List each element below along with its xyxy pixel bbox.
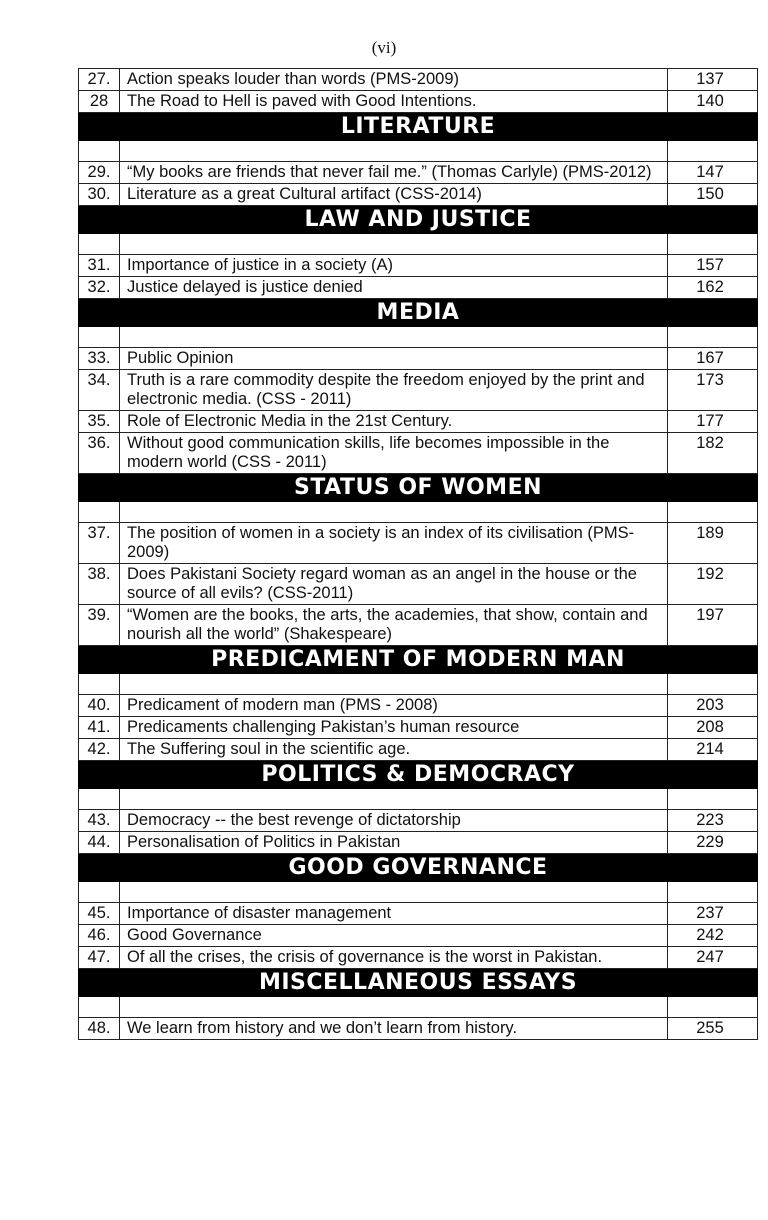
entry-title: Role of Electronic Media in the 21st Century.: [120, 411, 668, 433]
spacer-row: [79, 234, 758, 255]
entry-title: The Suffering soul in the scientific age.: [120, 739, 668, 761]
spacer-cell: [120, 234, 668, 255]
toc-entry-row: [79, 925, 758, 947]
entry-number: 43.: [79, 810, 120, 832]
section-heading: POLITICS & DEMOCRACY: [79, 761, 758, 789]
entry-page: 173: [668, 370, 758, 411]
entry-number: 36.: [79, 433, 120, 474]
entry-page: 192: [668, 564, 758, 605]
entry-number: 29.: [79, 162, 120, 184]
entry-title: Action speaks louder than words (PMS-2009): [120, 69, 668, 91]
entry-number: 48.: [79, 1018, 120, 1040]
entry-number: 27.: [79, 69, 120, 91]
spacer-cell: [79, 789, 120, 810]
entry-page: 150: [668, 184, 758, 206]
entry-number: 45.: [79, 903, 120, 925]
section-heading: GOOD GOVERNANCE: [79, 854, 758, 882]
toc-entry-row: [79, 810, 758, 832]
entry-title: The Road to Hell is paved with Good Intentions.: [120, 91, 668, 113]
entry-number: 44.: [79, 832, 120, 854]
entry-title: Public Opinion: [120, 348, 668, 370]
spacer-cell: [79, 502, 120, 523]
entry-page: 182: [668, 433, 758, 474]
entry-number: 42.: [79, 739, 120, 761]
entry-page: 162: [668, 277, 758, 299]
entry-title: “Women are the books, the arts, the academies, that show, contain and nourish all the world” (Shakespeare): [120, 605, 668, 646]
entry-page: 255: [668, 1018, 758, 1040]
entry-number: 35.: [79, 411, 120, 433]
toc-entry-row: [79, 184, 758, 206]
spacer-cell: [668, 789, 758, 810]
spacer-cell: [79, 327, 120, 348]
entry-number: 33.: [79, 348, 120, 370]
spacer-row: [79, 141, 758, 162]
entry-number: 47.: [79, 947, 120, 969]
entry-page: 247: [668, 947, 758, 969]
entry-title: Justice delayed is justice denied: [120, 277, 668, 299]
section-heading-row: [79, 474, 758, 502]
toc-entry-row: [79, 411, 758, 433]
toc-entry-row: [79, 523, 758, 564]
entry-title: Does Pakistani Society regard woman as an angel in the house or the source of all evils? (CSS-2011): [120, 564, 668, 605]
spacer-cell: [668, 327, 758, 348]
spacer-cell: [120, 674, 668, 695]
toc-entry-row: [79, 717, 758, 739]
entry-title: Of all the crises, the crisis of governance is the worst in Pakistan.: [120, 947, 668, 969]
entry-title: Democracy -- the best revenge of dictatorship: [120, 810, 668, 832]
spacer-cell: [668, 141, 758, 162]
section-heading-row: [79, 206, 758, 234]
entry-page: 223: [668, 810, 758, 832]
entry-number: 46.: [79, 925, 120, 947]
entry-page: 177: [668, 411, 758, 433]
spacer-cell: [79, 141, 120, 162]
spacer-row: [79, 327, 758, 348]
spacer-row: [79, 502, 758, 523]
entry-number: 39.: [79, 605, 120, 646]
section-heading: MEDIA: [79, 299, 758, 327]
entry-number: 30.: [79, 184, 120, 206]
toc-entry-row: [79, 255, 758, 277]
spacer-cell: [120, 327, 668, 348]
toc-entry-row: [79, 903, 758, 925]
spacer-row: [79, 882, 758, 903]
spacer-cell: [668, 674, 758, 695]
entry-page: 157: [668, 255, 758, 277]
toc-entry-row: [79, 564, 758, 605]
toc-entry-row: [79, 1018, 758, 1040]
spacer-row: [79, 997, 758, 1018]
entry-title: Truth is a rare commodity despite the freedom enjoyed by the print and electronic media. (CSS - 2011): [120, 370, 668, 411]
section-heading: STATUS OF WOMEN: [79, 474, 758, 502]
entry-page: 237: [668, 903, 758, 925]
section-heading-row: [79, 646, 758, 674]
spacer-row: [79, 789, 758, 810]
entry-number: 37.: [79, 523, 120, 564]
section-heading: LAW AND JUSTICE: [79, 206, 758, 234]
entry-page: 147: [668, 162, 758, 184]
spacer-cell: [668, 882, 758, 903]
entry-title: Predicaments challenging Pakistan’s human resource: [120, 717, 668, 739]
toc-entry-row: [79, 69, 758, 91]
entry-title: The position of women in a society is an index of its civilisation (PMS-2009): [120, 523, 668, 564]
entry-number: 41.: [79, 717, 120, 739]
entry-page: 189: [668, 523, 758, 564]
entry-title: Predicament of modern man (PMS - 2008): [120, 695, 668, 717]
section-heading: LITERATURE: [79, 113, 758, 141]
toc-entry-row: [79, 433, 758, 474]
entry-page: 229: [668, 832, 758, 854]
page-number: (vi): [371, 38, 397, 57]
toc-entry-row: [79, 739, 758, 761]
section-heading-row: [79, 299, 758, 327]
toc-entry-row: [79, 91, 758, 113]
entry-number: 31.: [79, 255, 120, 277]
spacer-cell: [668, 234, 758, 255]
entry-title: Without good communication skills, life becomes impossible in the modern world (CSS - 2011): [120, 433, 668, 474]
entry-page: 203: [668, 695, 758, 717]
toc-entry-row: [79, 348, 758, 370]
entry-number: 38.: [79, 564, 120, 605]
entry-page: 208: [668, 717, 758, 739]
table-of-contents: [78, 68, 758, 1040]
toc-entry-row: [79, 370, 758, 411]
spacer-cell: [120, 141, 668, 162]
entry-page: 197: [668, 605, 758, 646]
spacer-cell: [120, 882, 668, 903]
entry-title: Importance of justice in a society (A): [120, 255, 668, 277]
spacer-cell: [79, 234, 120, 255]
entry-number: 28: [79, 91, 120, 113]
entry-page: 137: [668, 69, 758, 91]
section-heading-row: [79, 113, 758, 141]
spacer-row: [79, 674, 758, 695]
entry-page: 214: [668, 739, 758, 761]
toc-body: [79, 69, 758, 1040]
spacer-cell: [79, 997, 120, 1018]
entry-title: “My books are friends that never fail me.” (Thomas Carlyle) (PMS-2012): [120, 162, 668, 184]
toc-entry-row: [79, 277, 758, 299]
spacer-cell: [668, 997, 758, 1018]
entry-number: 40.: [79, 695, 120, 717]
section-heading: MISCELLANEOUS ESSAYS: [79, 969, 758, 997]
entry-title: Good Governance: [120, 925, 668, 947]
entry-title: Importance of disaster management: [120, 903, 668, 925]
entry-number: 34.: [79, 370, 120, 411]
entry-page: 140: [668, 91, 758, 113]
entry-page: 167: [668, 348, 758, 370]
entry-page: 242: [668, 925, 758, 947]
toc-entry-row: [79, 695, 758, 717]
toc-entry-row: [79, 162, 758, 184]
toc-entry-row: [79, 947, 758, 969]
section-heading-row: [79, 761, 758, 789]
spacer-cell: [120, 997, 668, 1018]
entry-title: Literature as a great Cultural artifact (CSS-2014): [120, 184, 668, 206]
spacer-cell: [120, 789, 668, 810]
spacer-cell: [120, 502, 668, 523]
entry-title: We learn from history and we don’t learn from history.: [120, 1018, 668, 1040]
section-heading-row: [79, 854, 758, 882]
section-heading: PREDICAMENT OF MODERN MAN: [79, 646, 758, 674]
spacer-cell: [79, 674, 120, 695]
section-heading-row: [79, 969, 758, 997]
toc-entry-row: [79, 605, 758, 646]
spacer-cell: [668, 502, 758, 523]
spacer-cell: [79, 882, 120, 903]
entry-number: 32.: [79, 277, 120, 299]
toc-entry-row: [79, 832, 758, 854]
entry-title: Personalisation of Politics in Pakistan: [120, 832, 668, 854]
